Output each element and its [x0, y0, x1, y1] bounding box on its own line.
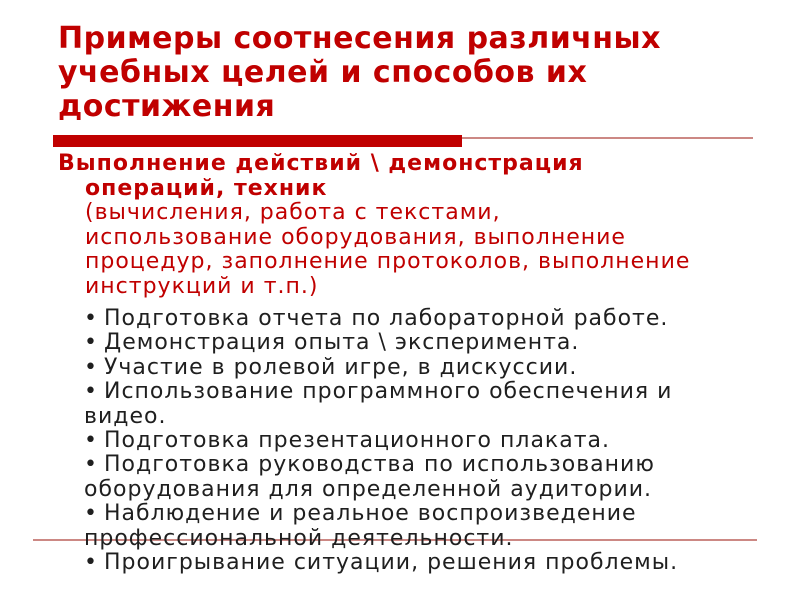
page-title-line: учебных целей и способов их [58, 55, 588, 90]
section-heading-line: Выполнение действий \ демонстрация [58, 151, 584, 176]
bullet-text: Использование программного обеспечения и [104, 379, 673, 405]
page-title-line: Примеры соотнесения различных [58, 21, 662, 56]
bullet-text: видео. [84, 403, 167, 429]
bullet-line [84, 502, 764, 526]
bullet-text: Демонстрация опыта \ эксперимента. [104, 330, 580, 356]
bullet-line [84, 307, 764, 331]
bullet-dot-icon: • [84, 330, 97, 356]
bullet-line [84, 453, 764, 477]
page-title [58, 22, 758, 124]
bullet-text: Проигрывание ситуации, решения проблемы. [104, 550, 679, 576]
bullet-text: Подготовка презентационного плаката. [104, 428, 610, 454]
bullet-text: профессиональной деятельности. [84, 525, 514, 551]
bullet-continuation-line [84, 478, 764, 502]
bullet-line [84, 356, 764, 380]
bullet-dot-icon: • [84, 379, 97, 405]
bullet-list [84, 307, 764, 575]
section-heading-line: (вычисления, работа с текстами, [85, 200, 501, 226]
bullet-text: Наблюдение и реальное воспроизведение [104, 501, 637, 527]
bullet-line [84, 380, 764, 404]
bullet-text: Подготовка руководства по использованию [104, 452, 655, 478]
bullet-dot-icon: • [84, 550, 97, 576]
bullet-dot-icon: • [84, 501, 97, 527]
section-heading-line: процедур, заполнение протоколов, выполнение [85, 249, 691, 275]
title-underline-bar [53, 135, 462, 147]
section-heading-line: использование оборудования, выполнение [85, 224, 626, 250]
title-underline-rule [462, 137, 753, 139]
page-title-line: достижения [58, 89, 276, 124]
bullet-text: Участие в ролевой игре, в дискуссии. [104, 354, 578, 380]
bullet-text: оборудования для определенной аудитории. [84, 476, 653, 502]
bullet-dot-icon: • [84, 428, 97, 454]
section-heading [58, 152, 768, 300]
bullet-text: Подготовка отчета по лабораторной работе. [104, 306, 669, 331]
bullet-dot-icon: • [84, 306, 97, 331]
bullet-line [84, 551, 764, 575]
bullet-dot-icon: • [84, 452, 97, 478]
bullet-dot-icon: • [84, 354, 97, 380]
section-heading-line: инструкций и т.п.) [85, 273, 319, 299]
bullet-continuation-line [84, 405, 764, 429]
bullet-line [84, 429, 764, 453]
bullet-continuation-line [84, 527, 764, 551]
bullet-line [84, 331, 764, 355]
section-heading-line: операций, техник [85, 175, 328, 201]
